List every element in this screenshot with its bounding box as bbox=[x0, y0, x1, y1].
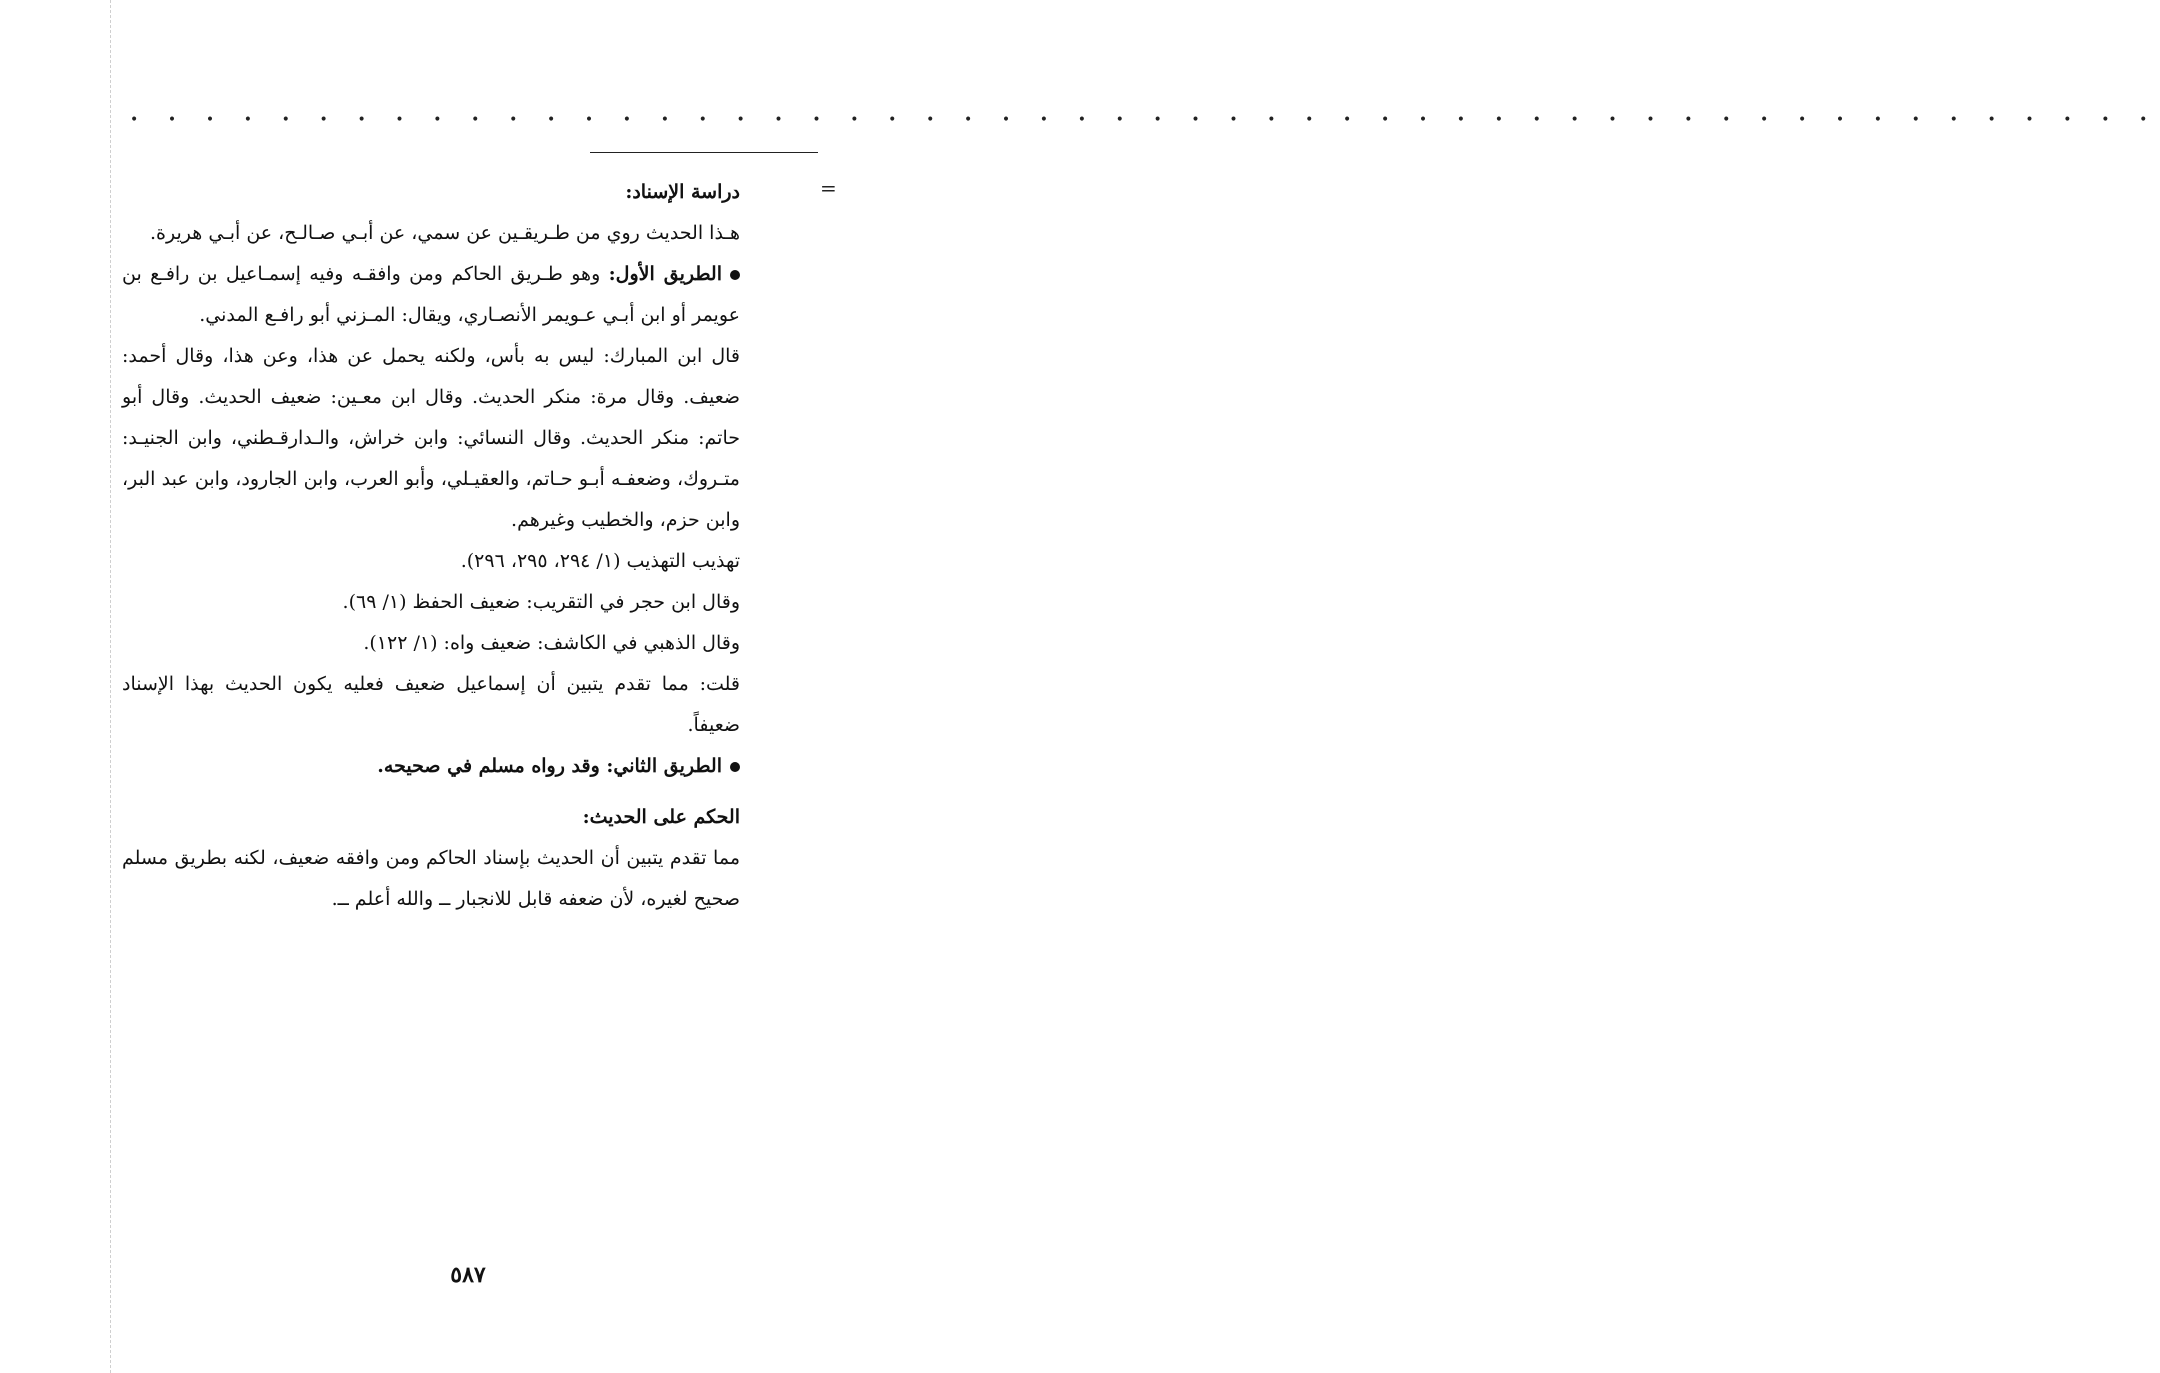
bullet-icon bbox=[730, 270, 740, 280]
page-number: ٥٨٧ bbox=[450, 1262, 486, 1288]
tahdhib-reference: تهذيب التهذيب (١/ ٢٩٤، ٢٩٥، ٢٩٦). bbox=[460, 550, 740, 572]
ruling-text: مما تقدم يتبين أن الحديث بإسناد الحاكم ومن وافقه ضعيف، لكنه بطريق مسلم صحيح لغيره، لأن ضعفه قابل للانجبار ــ والله أعلم ــ. bbox=[122, 847, 740, 910]
first-path-paragraph bbox=[122, 254, 740, 336]
footnote-rule bbox=[590, 152, 818, 153]
mubarak-paragraph: قال ابن المبارك: ليس به بأس، ولكنه يحمل عن هذا، وعن هذا، وقال أحمد: ضعيف. وقال مرة: منكر الحديث. وقال ابن معـين: ضعيف الحديث. وقال أبو حاتم: منكر الحديث. وقال النسائي: وابن خراش، والـدارقـطني، وابن الجنيـد: متـروك، وضعفـه أبـو حـاتم، والعقيـلي، وأبو العرب، وابن الجارود، وابن عبد البر، وابن حزم، والخطيب وغيرهم. bbox=[122, 345, 740, 531]
isnad-heading: دراسة الإسناد: bbox=[625, 181, 740, 203]
margin-guide-line bbox=[110, 0, 111, 1373]
first-path-text: وهو طـريق الحاكم ومن وافقـه وفيه إسمـاعيل بن رافـع بن عويمر أو ابن أبـي عـويمر الأنصـاري، ويقال: المـزني أبو رافـع المدني. bbox=[122, 263, 740, 326]
first-path-label: الطريق الأول: bbox=[608, 263, 723, 285]
second-path-label: الطريق الثاني: bbox=[606, 755, 722, 777]
separator-dots: • • • • • • • • • • • • • • • • • • • • • • • • • • • • • • • • • • • • • • • • • • • • • • • • • • • • • • bbox=[130, 112, 2160, 128]
second-path-text: وقد رواه مسلم في صحيحه. bbox=[377, 755, 607, 777]
ruling-heading: الحكم على الحديث: bbox=[582, 806, 740, 828]
second-path-paragraph bbox=[122, 746, 740, 787]
isnad-intro: هـذا الحديث روي من طـريقـين عن سمي، عن أبـي صـالـح، عن أبـي هريرة. bbox=[150, 222, 740, 244]
page-body bbox=[122, 172, 740, 920]
margin-mark: = bbox=[820, 176, 837, 200]
kashif-reference: وقال الذهبي في الكاشف: ضعيف واه: (١/ ١٢٢). bbox=[363, 632, 740, 654]
bullet-icon bbox=[730, 762, 740, 772]
taqrib-reference: وقال ابن حجر في التقريب: ضعيف الحفظ (١/ ٦٩). bbox=[342, 591, 740, 613]
isnad-conclusion: قلت: مما تقدم يتبين أن إسماعيل ضعيف فعليه يكون الحديث بهذا الإسناد ضعيفاً. bbox=[122, 673, 740, 736]
